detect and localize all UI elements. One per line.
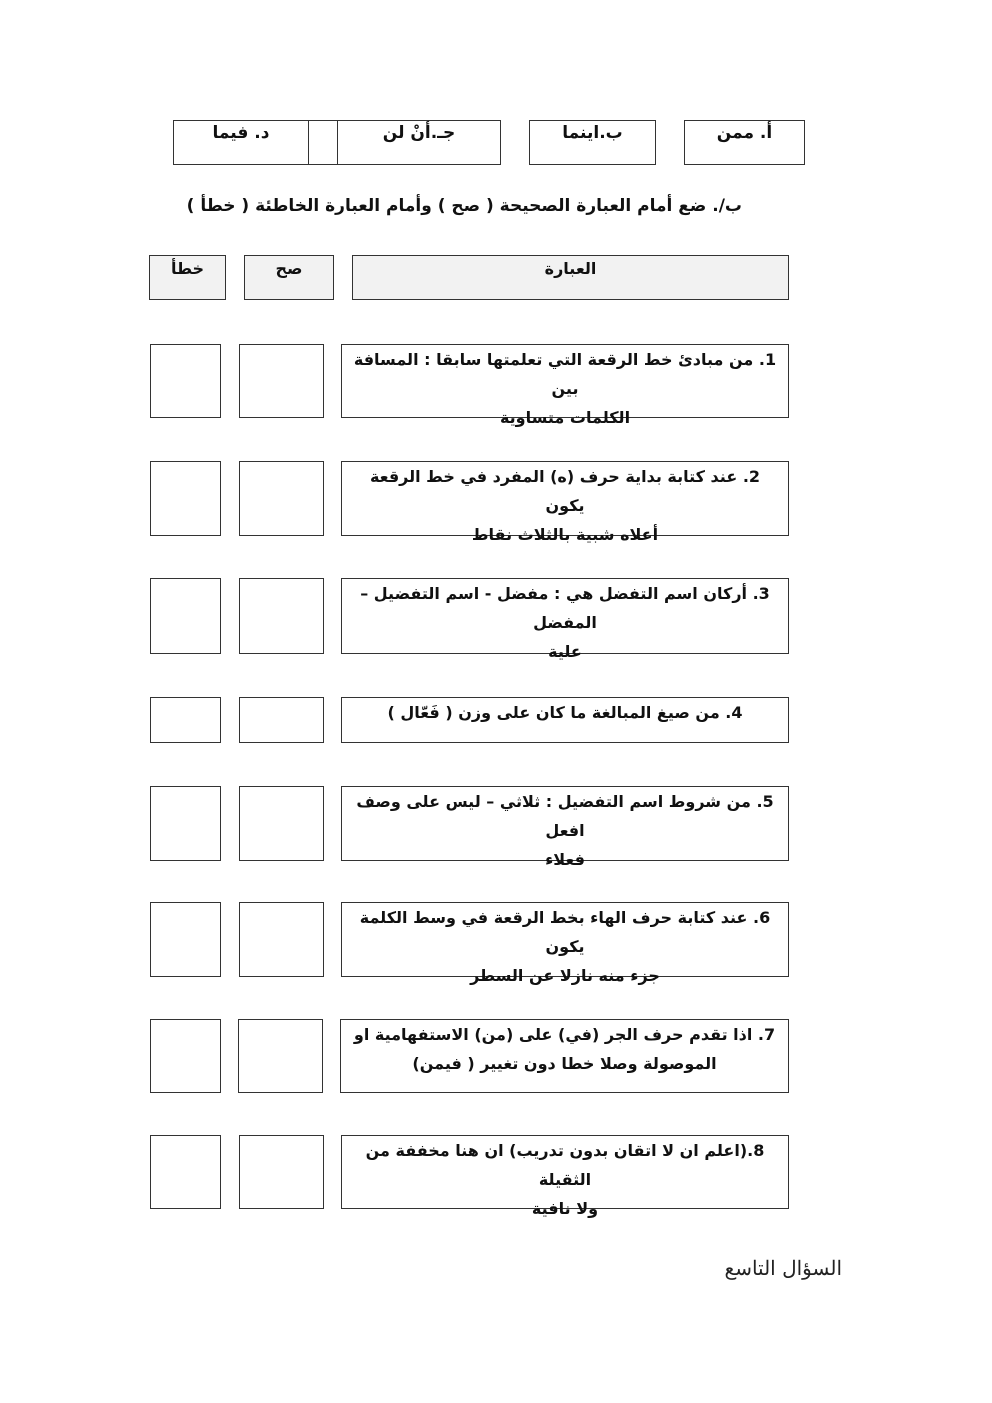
option-a-label: أ. ممن xyxy=(716,123,773,143)
statement-line: فعلاء xyxy=(545,850,585,869)
answer-true-box-6[interactable] xyxy=(239,902,324,977)
option-d-label: د. فيما xyxy=(212,123,270,143)
statement-line: أعلاه شبية بالثلاث نقاط xyxy=(471,525,659,544)
statement-line: 2. عند كتابة بداية حرف (ه) المفرد في خط الرقعة يكون xyxy=(369,467,761,515)
statement-line: 4. من صيغ المبالغة ما كان على وزن ( فَعّال ) xyxy=(387,703,743,722)
statement-line: 5. من شروط اسم التفضيل : ثلاثي – ليس على وصف افعل xyxy=(356,792,774,840)
answer-true-box-2[interactable] xyxy=(239,461,324,536)
header-statement xyxy=(352,255,789,300)
answer-true-box-4[interactable] xyxy=(239,697,324,743)
option-b-label: ب.اينما xyxy=(562,123,623,143)
answer-false-box-7[interactable] xyxy=(150,1019,221,1093)
answer-true-box-3[interactable] xyxy=(239,578,324,654)
statement-line: 8.(اعلم ان لا اتقان بدون تدريب) ان هنا مخففة من الثقيلة xyxy=(365,1141,765,1189)
answer-false-box-3[interactable] xyxy=(150,578,221,654)
statement-line: 3. أركان اسم التفضل هي : مفضل - اسم التفضيل –المفضل xyxy=(360,584,770,632)
statement-2 xyxy=(341,461,789,544)
statement-line: ولا نافية xyxy=(531,1199,599,1218)
answer-false-box-8[interactable] xyxy=(150,1135,221,1209)
answer-false-box-1[interactable] xyxy=(150,344,221,418)
header-true-label: صح xyxy=(275,259,303,278)
statement-line: 1. من مبادئ خط الرقعة التي تعلمتها سابقا : المسافة بين xyxy=(353,350,777,398)
option-d xyxy=(173,120,309,165)
answer-false-box-4[interactable] xyxy=(150,697,221,743)
option-c xyxy=(337,120,501,165)
header-true xyxy=(244,255,334,300)
answer-true-box-5[interactable] xyxy=(239,786,324,861)
option-a xyxy=(684,120,805,165)
statement-3 xyxy=(341,578,789,661)
option-separator-cell xyxy=(308,120,338,165)
statement-1 xyxy=(341,344,789,427)
answer-false-box-6[interactable] xyxy=(150,902,221,977)
answer-false-box-5[interactable] xyxy=(150,786,221,861)
header-false-label: خطأ xyxy=(170,259,205,278)
option-b xyxy=(529,120,656,165)
statement-7 xyxy=(340,1019,789,1093)
statement-line: جزء منه نازلا عن السطر xyxy=(470,966,660,985)
next-question-heading: السؤال التاسع xyxy=(724,1256,842,1280)
statement-line: 7. اذا تقدم حرف الجر (في) على (من) الاستفهامية او xyxy=(353,1025,776,1044)
answer-true-box-1[interactable] xyxy=(239,344,324,418)
statement-line: الكلمات متساوية xyxy=(499,408,631,427)
option-c-label: جـ.أنْ لن xyxy=(382,123,456,143)
answer-true-box-8[interactable] xyxy=(239,1135,324,1209)
answer-true-box-7[interactable] xyxy=(238,1019,323,1093)
statement-6 xyxy=(341,902,789,985)
header-false xyxy=(149,255,226,300)
answer-false-box-2[interactable] xyxy=(150,461,221,536)
statement-line: 6. عند كتابة حرف الهاء بخط الرقعة في وسط الكلمة يكون xyxy=(359,908,771,956)
statement-8 xyxy=(341,1135,789,1218)
statement-line: الموصولة وصلا خطا دون تغيير ( فيمن) xyxy=(412,1054,717,1073)
instruction: ب/. ضع أمام العبارة الصحيحة ( صح ) وأمام العبارة الخاطئة ( خطأ ) xyxy=(186,196,742,216)
header-statement-label: العبارة xyxy=(544,259,597,278)
statement-line: علية xyxy=(548,642,582,661)
statement-5 xyxy=(341,786,789,869)
statement-4 xyxy=(341,697,789,743)
